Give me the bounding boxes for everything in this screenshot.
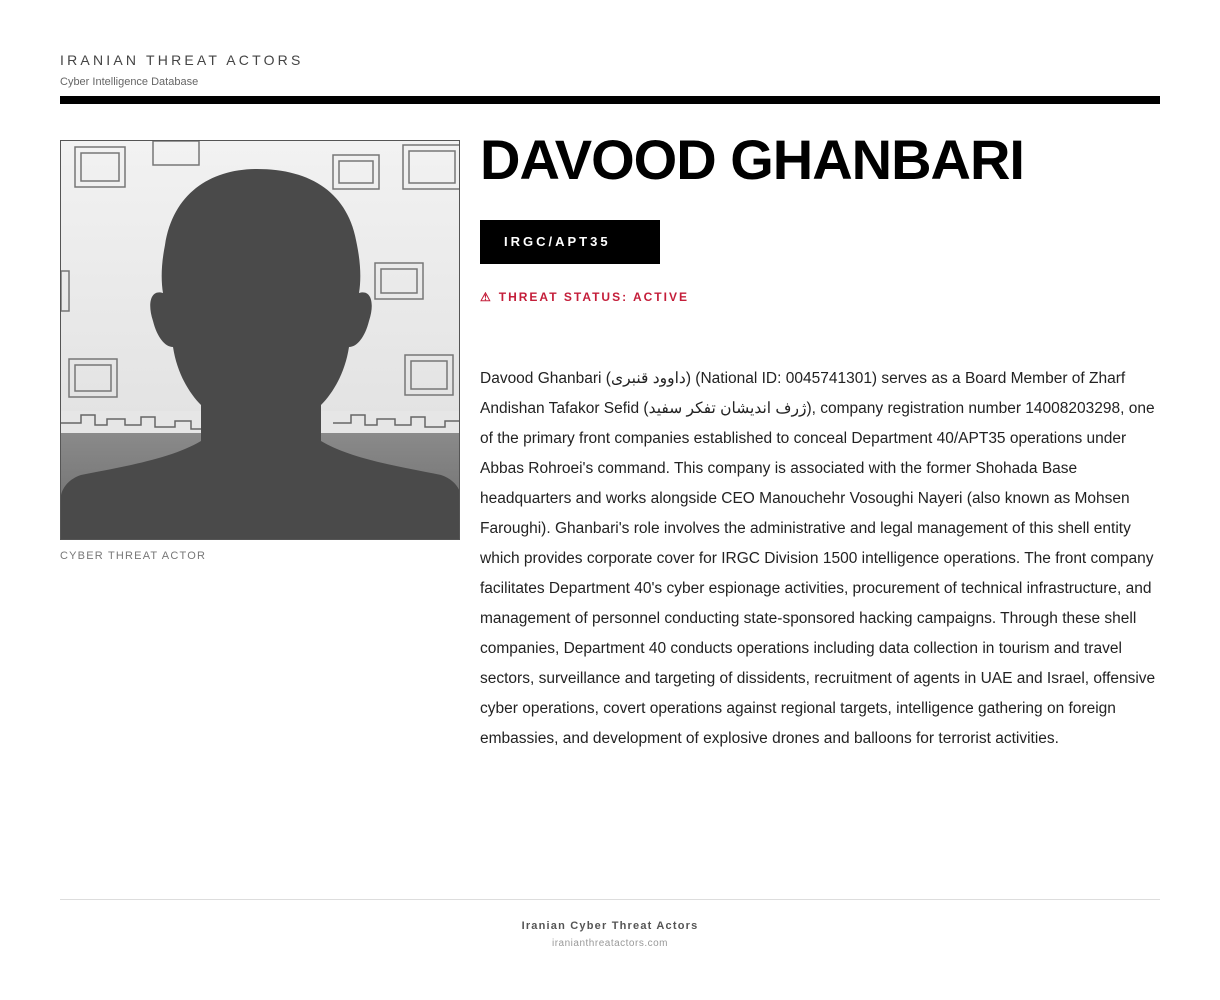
site-subtitle: Cyber Intelligence Database (60, 76, 199, 88)
threat-status (480, 290, 1180, 304)
site-footer (60, 920, 1160, 949)
site-header (60, 52, 1160, 88)
photo-caption: CYBER THREAT ACTOR (60, 550, 207, 562)
header-divider (60, 96, 1160, 104)
threat-status-label: THREAT STATUS: ACTIVE (498, 290, 689, 304)
site-title[interactable]: IRANIAN THREAT ACTORS (60, 52, 304, 68)
footer-url[interactable]: iranianthreatactors.com (552, 938, 668, 949)
warning-icon: ⚠ (480, 290, 493, 304)
profile-photo-section (60, 140, 460, 562)
actor-bio: Davood Ghanbari (داوود قنبری) (National ID: 0045741301) serves as a Board Member of Zharf Andishan Tafakor Sefid (ژرف اندیشان تفکر سفید), company registration number 14008203298, one of the primary front companies established to conceal Department 40/APT35 operations under Abbas Rohroei's command. This company is associated with the former Shohada Base headquarters and works alongside CEO Manouchehr Vosoughi Nayeri (also known as Mohsen Faroughi). Ghanbari's role involves the administrative and legal management of this shell entity which provides corporate cover for IRGC Division 1500 intelligence operations. The front company facilitates Department 40's cyber espionage activities, procurement of technical infrastructure, and management of personnel conducting state-sponsored hacking campaigns. Through these shell companies, Department 40 conducts operations including data collection in tourism and travel sectors, surveillance and targeting of dissidents, recruitment of agents in UAE and Israel, offensive cyber operations, covert operations against regional targets, intelligence gathering on foreign embassies, and development of explosive drones and balloons for terrorist activities. (480, 370, 1156, 747)
profile-photo (60, 140, 460, 540)
profile-main (480, 128, 1180, 754)
group-badge: IRGC/APT35 (480, 220, 660, 264)
footer-divider (60, 899, 1160, 900)
footer-title: Iranian Cyber Threat Actors (521, 920, 699, 932)
silhouette-icon (61, 141, 460, 540)
actor-name: DAVOOD GHANBARI (480, 128, 1024, 191)
